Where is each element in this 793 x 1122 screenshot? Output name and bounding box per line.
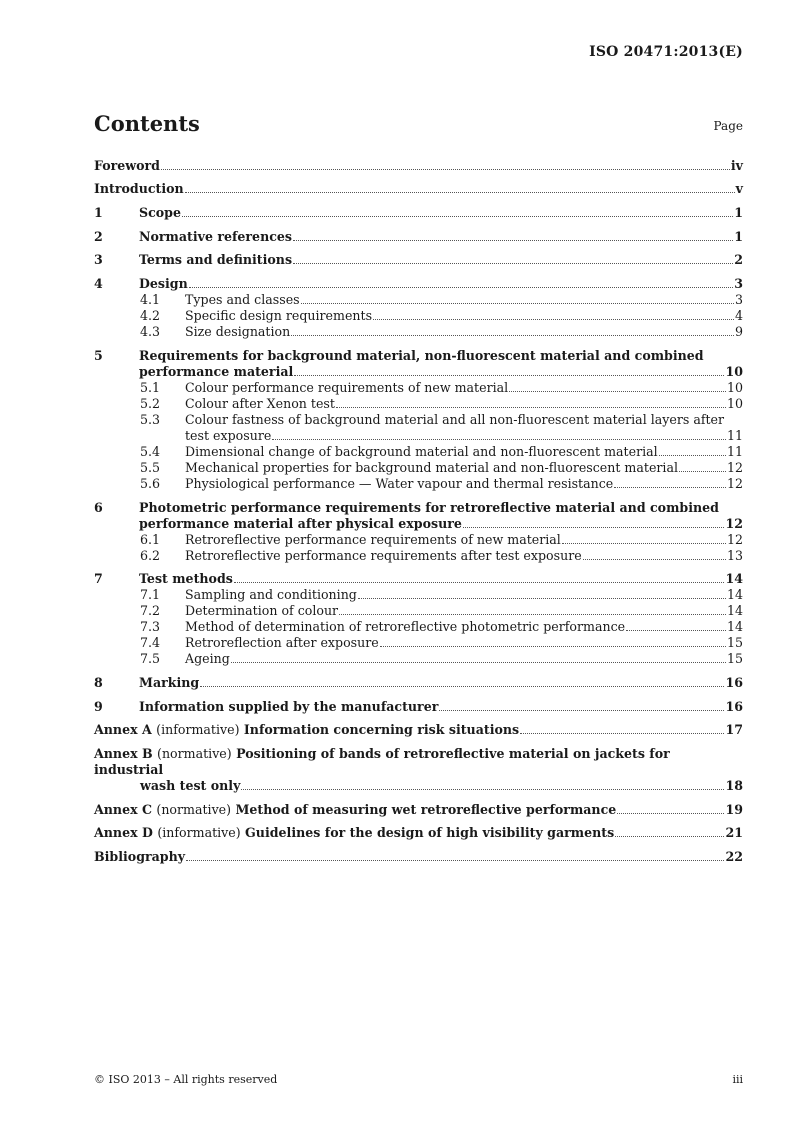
toc-entry-number: 7.4 bbox=[140, 635, 161, 651]
table-of-contents bbox=[94, 150, 743, 865]
toc-entry-page: 3 bbox=[734, 276, 743, 292]
toc-entry-page: 11 bbox=[726, 443, 743, 459]
toc-entry-title-line-2: performance material after physical exposure bbox=[139, 515, 462, 531]
toc-entry-title: Method of measuring wet retroreflective performance bbox=[235, 801, 617, 817]
dot-leader bbox=[463, 527, 725, 528]
toc-entry-number: 7.5 bbox=[140, 651, 161, 667]
toc-entry-page: 4 bbox=[734, 308, 743, 324]
toc-entry-number: 5.4 bbox=[140, 443, 161, 459]
toc-entry-title: Specific design requirements bbox=[185, 308, 373, 324]
toc-entry-annex-b[interactable] bbox=[94, 746, 743, 794]
annex-type: (informative) bbox=[157, 825, 241, 841]
toc-entry-page: 3 bbox=[734, 292, 743, 308]
toc-entry-clause-7[interactable] bbox=[94, 571, 743, 587]
toc-entry-title-line-1: Photometric performance requirements for retroreflective material and combined bbox=[139, 499, 719, 515]
toc-entry-number: 7 bbox=[94, 571, 103, 587]
dot-leader bbox=[272, 439, 726, 440]
toc-entry-title: Method of determination of retroreflective photometric performance bbox=[185, 619, 626, 635]
toc-entry-introduction[interactable] bbox=[94, 181, 743, 197]
toc-entry-page: 14 bbox=[725, 571, 743, 587]
dot-leader bbox=[358, 598, 726, 599]
toc-entry-number: 7.3 bbox=[140, 619, 161, 635]
dot-leader bbox=[583, 559, 726, 560]
dot-leader bbox=[339, 614, 726, 615]
toc-entry-title: Test methods bbox=[139, 571, 233, 587]
toc-entry-7-1[interactable] bbox=[94, 587, 743, 603]
annex-label: Annex D bbox=[94, 825, 153, 841]
contents-heading: Contents bbox=[94, 111, 200, 136]
toc-entry-page: 11 bbox=[726, 427, 743, 443]
toc-entry-title: Determination of colour bbox=[185, 603, 339, 619]
dot-leader bbox=[185, 192, 735, 193]
dot-leader bbox=[336, 407, 726, 408]
toc-entry-page: 14 bbox=[726, 619, 743, 635]
toc-entry-title-line-1: Positioning of bands of retroreflective material on jackets for industrial bbox=[94, 745, 670, 777]
toc-entry-page: 12 bbox=[726, 459, 743, 475]
annex-type: (informative) bbox=[156, 722, 240, 738]
toc-entry-page: 13 bbox=[726, 547, 743, 563]
toc-entry-page: 22 bbox=[725, 849, 743, 864]
toc-entry-title-line-2: wash test only bbox=[140, 777, 241, 793]
toc-entry-number: 2 bbox=[94, 228, 103, 244]
toc-entry-title: Mechanical properties for background material and non-fluorescent material bbox=[185, 459, 678, 475]
annex-type: (normative) bbox=[156, 801, 232, 817]
toc-entry-6-1[interactable] bbox=[94, 532, 743, 548]
toc-entry-page: 10 bbox=[726, 395, 743, 411]
toc-entry-5-2[interactable] bbox=[94, 396, 743, 412]
dot-leader bbox=[200, 686, 724, 687]
toc-entry-number: 4.2 bbox=[140, 308, 161, 324]
toc-entry-number: 5.3 bbox=[140, 411, 161, 427]
toc-entry-title: Sampling and conditioning bbox=[185, 587, 357, 603]
toc-entry-page: 10 bbox=[725, 363, 743, 379]
toc-entry-number: 5.6 bbox=[140, 475, 161, 491]
toc-entry-page: 21 bbox=[725, 825, 743, 841]
page-number: iii bbox=[732, 1073, 743, 1086]
toc-entry-title: Guidelines for the design of high visibility garments bbox=[245, 825, 615, 841]
annex-type: (normative) bbox=[157, 745, 232, 761]
dot-leader bbox=[234, 582, 725, 583]
toc-entry-number: 5.2 bbox=[140, 395, 161, 411]
dot-leader bbox=[373, 319, 734, 320]
dot-leader bbox=[380, 646, 726, 647]
toc-entry-title-line-2: performance material bbox=[139, 363, 294, 379]
toc-entry-page: 17 bbox=[725, 722, 743, 738]
toc-entry-number: 6.1 bbox=[140, 531, 161, 547]
toc-entry-title: Ageing bbox=[185, 651, 230, 667]
dot-leader bbox=[659, 455, 726, 456]
toc-entry-number: 7.1 bbox=[140, 587, 161, 603]
dot-leader bbox=[241, 789, 724, 790]
dot-leader bbox=[614, 487, 726, 488]
toc-entry-number: 4.3 bbox=[140, 324, 161, 340]
dot-leader bbox=[301, 303, 734, 304]
toc-entry-page: iv bbox=[730, 157, 743, 173]
toc-entry-7-5[interactable] bbox=[94, 651, 743, 667]
dot-leader bbox=[562, 543, 726, 544]
toc-entry-page: 10 bbox=[726, 379, 743, 395]
toc-entry-title: Retroreflective performance requirements of new material bbox=[185, 531, 561, 547]
dot-leader bbox=[520, 733, 724, 734]
annex-label: Annex A bbox=[94, 722, 152, 738]
toc-entry-clause-8[interactable] bbox=[94, 675, 743, 691]
toc-entry-title: Physiological performance — Water vapour and thermal resistance bbox=[185, 475, 614, 491]
annex-label: Annex C bbox=[94, 801, 153, 817]
toc-entry-page: 16 bbox=[725, 674, 743, 690]
toc-entry-annex-d[interactable] bbox=[94, 825, 743, 841]
toc-entry-number: 9 bbox=[94, 698, 103, 714]
toc-entry-page: 16 bbox=[725, 698, 743, 714]
dot-leader bbox=[679, 471, 726, 472]
toc-entry-clause-4[interactable] bbox=[94, 276, 743, 292]
toc-entry-number: 7.2 bbox=[140, 603, 161, 619]
toc-entry-number: 3 bbox=[94, 252, 103, 268]
toc-entry-page: 19 bbox=[725, 801, 743, 817]
toc-entry-clause-9[interactable] bbox=[94, 699, 743, 715]
toc-entry-title: Scope bbox=[139, 205, 181, 221]
toc-entry-number: 1 bbox=[94, 205, 103, 221]
toc-entry-page: 18 bbox=[725, 777, 743, 793]
toc-entry-title: Introduction bbox=[94, 181, 184, 197]
toc-entry-page: 2 bbox=[734, 252, 743, 268]
toc-entry-page: 14 bbox=[726, 603, 743, 619]
toc-entry-title: Types and classes bbox=[185, 292, 300, 308]
toc-entry-title: Dimensional change of background material and non-fluorescent material bbox=[185, 443, 658, 459]
toc-entry-title: Marking bbox=[139, 674, 200, 690]
dot-leader bbox=[293, 240, 733, 241]
toc-entry-title: Bibliography bbox=[94, 849, 186, 864]
toc-entry-number: 8 bbox=[94, 674, 103, 690]
toc-entry-page: 15 bbox=[726, 635, 743, 651]
toc-entry-page: 14 bbox=[726, 587, 743, 603]
toc-entry-title: Colour performance requirements of new material bbox=[185, 379, 509, 395]
dot-leader bbox=[294, 375, 724, 376]
toc-entry-4-2[interactable] bbox=[94, 308, 743, 324]
dot-leader bbox=[182, 216, 733, 217]
toc-entry-clause-1[interactable] bbox=[94, 205, 743, 221]
dot-leader bbox=[231, 662, 726, 663]
toc-entry-title-line-2: test exposure bbox=[185, 427, 272, 443]
toc-entry-4-3[interactable] bbox=[94, 324, 743, 340]
dot-leader bbox=[161, 169, 730, 170]
toc-entry-clause-6[interactable] bbox=[94, 500, 743, 532]
toc-entry-5-3[interactable] bbox=[94, 412, 743, 444]
toc-entry-page: 9 bbox=[734, 324, 743, 340]
toc-entry-number: 5 bbox=[94, 347, 103, 363]
toc-entry-title: Colour after Xenon test bbox=[185, 395, 335, 411]
toc-entry-number: 6 bbox=[94, 499, 103, 515]
toc-entry-7-2[interactable] bbox=[94, 603, 743, 619]
dot-leader bbox=[509, 391, 726, 392]
dot-leader bbox=[291, 335, 734, 336]
toc-entry-title: Normative references bbox=[139, 228, 293, 244]
toc-entry-title: Information concerning risk situations bbox=[243, 722, 520, 738]
toc-entry-title: Foreword bbox=[94, 157, 160, 173]
toc-entry-title: Terms and definitions bbox=[139, 252, 293, 268]
toc-entry-page: 12 bbox=[726, 475, 743, 491]
toc-entry-page: v bbox=[735, 181, 743, 197]
dot-leader bbox=[186, 860, 724, 861]
toc-entry-7-4[interactable] bbox=[94, 635, 743, 651]
toc-entry-bibliography[interactable] bbox=[94, 849, 743, 865]
toc-entry-clause-2[interactable] bbox=[94, 229, 743, 245]
toc-entry-number: 5.5 bbox=[140, 459, 161, 475]
toc-entry-4-1[interactable] bbox=[94, 292, 743, 308]
toc-entry-title-line-1: Requirements for background material, non-fluorescent material and combined bbox=[139, 347, 704, 363]
toc-entry-number: 6.2 bbox=[140, 547, 161, 563]
toc-entry-5-6[interactable] bbox=[94, 476, 743, 492]
toc-entry-number: 5.1 bbox=[140, 379, 161, 395]
toc-entry-5-4[interactable] bbox=[94, 444, 743, 460]
dot-leader bbox=[439, 710, 724, 711]
dot-leader bbox=[626, 630, 726, 631]
toc-entry-page: 1 bbox=[734, 228, 743, 244]
annex-label: Annex B bbox=[94, 745, 153, 761]
toc-entry-5-1[interactable] bbox=[94, 380, 743, 396]
toc-entry-clause-3[interactable] bbox=[94, 252, 743, 268]
page-footer bbox=[94, 1073, 743, 1086]
toc-entry-foreword[interactable] bbox=[94, 158, 743, 174]
toc-entry-clause-5[interactable] bbox=[94, 348, 743, 380]
toc-entry-6-2[interactable] bbox=[94, 548, 743, 564]
toc-entry-5-5[interactable] bbox=[94, 460, 743, 476]
toc-entry-title: Retroreflection after exposure bbox=[185, 635, 379, 651]
toc-entry-title: Size designation bbox=[185, 324, 291, 340]
toc-entry-title-line-1: Colour fastness of background material and all non-fluorescent material layers after bbox=[185, 411, 725, 427]
document-id: ISO 20471:2013(E) bbox=[589, 44, 743, 60]
toc-entry-page: 12 bbox=[726, 531, 743, 547]
dot-leader bbox=[293, 263, 733, 264]
toc-entry-title: Design bbox=[139, 276, 188, 292]
dot-leader bbox=[189, 287, 733, 288]
toc-entry-title: Information supplied by the manufacturer bbox=[139, 698, 439, 714]
toc-entry-number: 4.1 bbox=[140, 292, 161, 308]
dot-leader bbox=[615, 836, 724, 837]
dot-leader bbox=[617, 813, 724, 814]
toc-entry-page: 1 bbox=[734, 205, 743, 221]
copyright-notice: © ISO 2013 – All rights reserved bbox=[94, 1073, 278, 1086]
toc-entry-annex-a[interactable] bbox=[94, 722, 743, 738]
toc-entry-annex-c[interactable] bbox=[94, 802, 743, 818]
toc-entry-page: 12 bbox=[725, 515, 743, 531]
toc-entry-7-3[interactable] bbox=[94, 619, 743, 635]
toc-entry-number: 4 bbox=[94, 276, 103, 292]
page-column-label: Page bbox=[713, 119, 743, 133]
toc-entry-page: 15 bbox=[726, 651, 743, 667]
toc-entry-title: Retroreflective performance requirements after test exposure bbox=[185, 547, 582, 563]
